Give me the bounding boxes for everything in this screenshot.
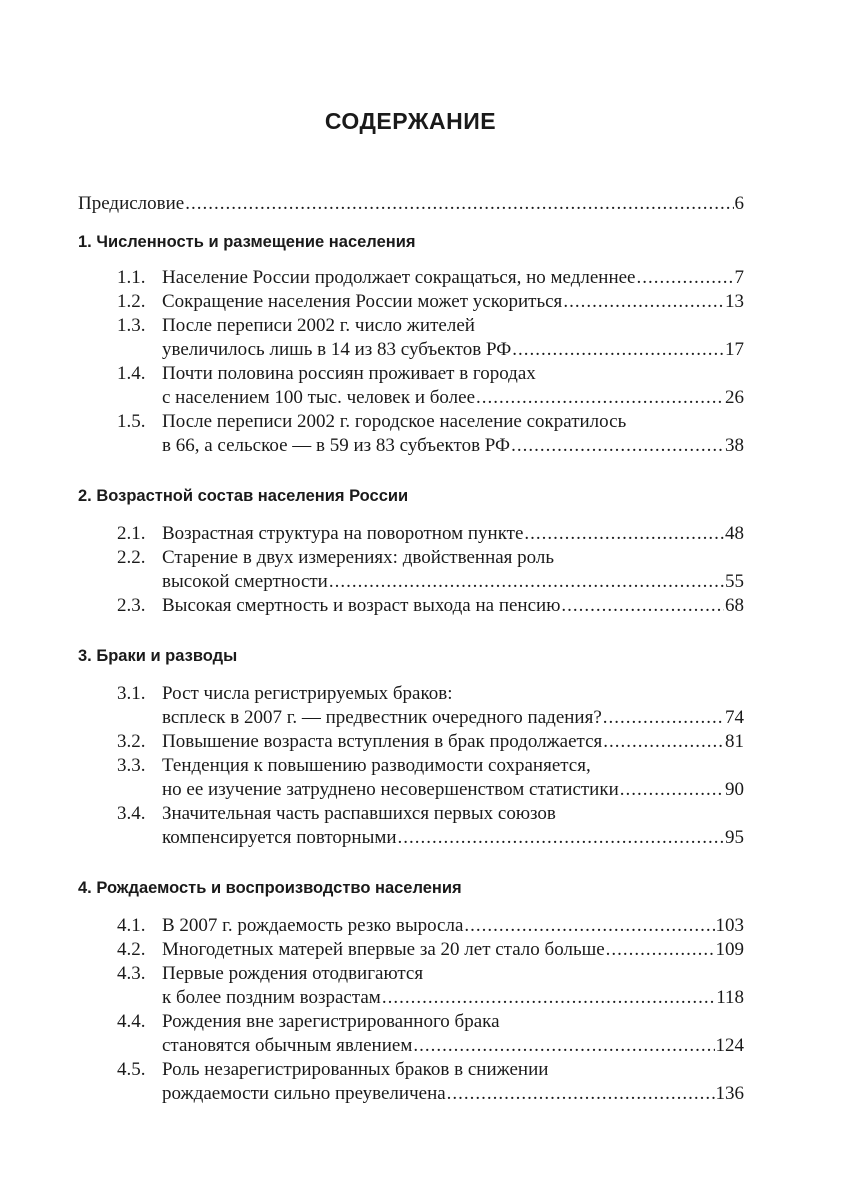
entry-line <box>162 338 744 362</box>
entry-text: Тенденция к повышению разводимости сохраняется, <box>162 755 591 776</box>
entry-text: становятся обычным явлением <box>162 1035 413 1056</box>
toc-entry[interactable] <box>78 682 744 730</box>
entry-page-number: 81 <box>725 731 744 752</box>
entry-number: 2.2. <box>117 547 146 568</box>
entry-number: 4.4. <box>117 1011 146 1032</box>
entry-text: Сокращение населения России может ускориться <box>162 291 563 312</box>
entry-text: к более поздним возрастам <box>162 987 381 1008</box>
toc-entry[interactable] <box>78 802 744 850</box>
leader-dots <box>561 594 724 618</box>
entry-number: 1.4. <box>117 363 146 384</box>
leader-dots <box>606 938 715 962</box>
entry-text: После переписи 2002 г. число жителей <box>162 315 475 336</box>
entry-text: увеличилось лишь в 14 из 83 субъектов РФ <box>162 339 512 360</box>
entry-text: но ее изучение затруднено несовершенством статистики <box>162 779 619 800</box>
entry-text: Рождения вне зарегистрированного брака <box>162 1011 500 1032</box>
entry-number: 1.3. <box>117 315 146 336</box>
entry-number: 2.1. <box>117 523 146 544</box>
entry-page-number: 26 <box>725 387 744 408</box>
entry-text: Старение в двух измерениях: двойственная роль <box>162 547 555 568</box>
entry-page-number: 118 <box>716 987 744 1008</box>
entry-line <box>162 986 744 1010</box>
entry-line <box>162 1034 744 1058</box>
chapter-block <box>78 484 744 618</box>
toc-entry[interactable] <box>78 938 744 962</box>
entry-page-number: 13 <box>725 291 744 312</box>
entry-line <box>162 434 744 458</box>
entry-page-number: 68 <box>725 595 744 616</box>
toc-entry[interactable] <box>78 522 744 546</box>
entry-text: Повышение возраста вступления в брак продолжается <box>162 731 603 752</box>
leader-dots <box>603 730 724 754</box>
toc-entry[interactable] <box>78 962 744 1010</box>
leader-dots <box>413 1034 714 1058</box>
entry-text: всплеск в 2007 г. — предвестник очередного падения? <box>162 707 602 728</box>
entry-number: 3.1. <box>117 683 146 704</box>
toc-entry[interactable] <box>78 314 744 362</box>
entry-page-number: 95 <box>725 827 744 848</box>
toc-entry[interactable] <box>78 914 744 938</box>
leader-dots <box>185 192 733 216</box>
entry-page-number: 7 <box>734 267 744 288</box>
entry-number: 2.3. <box>117 595 146 616</box>
entry-page-number: 38 <box>725 435 744 456</box>
entry-page-number: 48 <box>725 523 744 544</box>
entry-number: 4.1. <box>117 915 146 936</box>
entry-line <box>162 938 744 962</box>
leader-dots <box>603 706 724 730</box>
entry-line <box>162 570 744 594</box>
toc-entry[interactable] <box>78 1010 744 1058</box>
entry-page-number: 103 <box>715 915 744 936</box>
leader-dots <box>476 386 724 410</box>
entry-line <box>162 1082 744 1106</box>
entry-line <box>162 706 744 730</box>
toc-preface-label: Предисловие <box>78 193 185 214</box>
toc-preface[interactable] <box>78 192 744 216</box>
leader-dots <box>511 434 724 458</box>
entry-text: После переписи 2002 г. городское население сократилось <box>162 411 627 432</box>
entry-number: 4.3. <box>117 963 146 984</box>
entry-number: 4.2. <box>117 939 146 960</box>
toc-entry[interactable] <box>78 754 744 802</box>
entry-page-number: 55 <box>725 571 744 592</box>
entry-page-number: 124 <box>715 1035 744 1056</box>
entry-text: рождаемости сильно преувеличена <box>162 1083 446 1104</box>
entry-number: 1.2. <box>117 291 146 312</box>
toc-entry[interactable] <box>78 266 744 290</box>
entry-text: компенсируется повторными <box>162 827 397 848</box>
leader-dots <box>637 266 734 290</box>
entry-page-number: 109 <box>715 939 744 960</box>
leader-dots <box>329 570 724 594</box>
entry-number: 3.4. <box>117 803 146 824</box>
entry-page-number: 17 <box>725 339 744 360</box>
entry-line <box>162 266 744 290</box>
entry-line <box>162 522 744 546</box>
entry-text: Почти половина россиян проживает в городах <box>162 363 536 384</box>
entry-number: 3.2. <box>117 731 146 752</box>
page-title: СОДЕРЖАНИЕ <box>324 108 497 134</box>
leader-dots <box>512 338 724 362</box>
entry-text: Роль незарегистрированных браков в снижении <box>162 1059 549 1080</box>
entry-text: Высокая смертность и возраст выхода на пенсию <box>162 595 561 616</box>
toc-entry[interactable] <box>78 290 744 314</box>
entry-text: Население России продолжает сокращаться, но медленнее <box>162 267 636 288</box>
leader-dots <box>398 826 724 850</box>
entry-text: В 2007 г. рождаемость резко выросла <box>162 915 464 936</box>
entry-text: в 66, а сельское — в 59 из 83 субъектов РФ <box>162 435 511 456</box>
leader-dots <box>524 522 724 546</box>
entry-page-number: 74 <box>725 707 744 728</box>
leader-dots <box>464 914 714 938</box>
entry-line <box>162 730 744 754</box>
chapter-title[interactable]: 3. Браки и разводы <box>78 647 238 665</box>
toc-entry[interactable] <box>78 410 744 458</box>
entry-page-number: 136 <box>715 1083 744 1104</box>
toc-entry[interactable] <box>78 730 744 754</box>
chapter-title[interactable]: 1. Численность и размещение населения <box>78 233 416 251</box>
entry-text: Возрастная структура на поворотном пункте <box>162 523 524 544</box>
table-of-contents <box>78 190 744 1106</box>
chapter-block <box>78 644 744 850</box>
chapter-list <box>78 230 744 1106</box>
entry-line <box>162 594 744 618</box>
toc-preface-page: 6 <box>734 193 744 214</box>
chapter-block <box>78 876 744 1106</box>
leader-dots <box>563 290 724 314</box>
entry-line <box>162 914 744 938</box>
entry-text: Значительная часть распавшихся первых союзов <box>162 803 556 824</box>
entry-text: Рост числа регистрируемых браков: <box>162 683 453 704</box>
chapter-title[interactable]: 2. Возрастной состав населения России <box>78 487 409 505</box>
entry-number: 1.5. <box>117 411 146 432</box>
entry-line <box>162 826 744 850</box>
toc-entry[interactable] <box>78 1058 744 1106</box>
leader-dots <box>447 1082 715 1106</box>
leader-dots <box>620 778 724 802</box>
entry-line <box>162 290 744 314</box>
entry-line <box>162 386 744 410</box>
entry-text: Первые рождения отодвигаются <box>162 963 424 984</box>
leader-dots <box>382 986 715 1010</box>
toc-entry[interactable] <box>78 546 744 594</box>
entry-page-number: 90 <box>725 779 744 800</box>
chapter-block <box>78 230 744 458</box>
chapter-title[interactable]: 4. Рождаемость и воспроизводство населения <box>78 879 462 897</box>
toc-entry[interactable] <box>78 594 744 618</box>
entry-number: 1.1. <box>117 267 146 288</box>
toc-entry[interactable] <box>78 362 744 410</box>
entry-number: 3.3. <box>117 755 146 776</box>
entry-number: 4.5. <box>117 1059 146 1080</box>
entry-text: с населением 100 тыс. человек и более <box>162 387 476 408</box>
entry-text: высокой смертности <box>162 571 328 592</box>
entry-text: Многодетных матерей впервые за 20 лет стало больше <box>162 939 605 960</box>
entry-line <box>162 778 744 802</box>
